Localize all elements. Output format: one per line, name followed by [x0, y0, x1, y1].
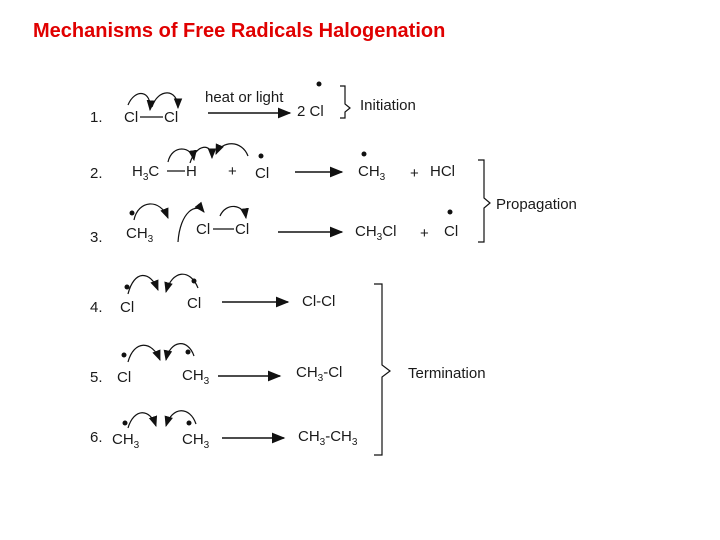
step-2-h3c: $H_3C$ [132, 163, 160, 183]
step-6-product: $CH_3-CH_3$ [298, 428, 358, 448]
step-1-number: 1. [90, 109, 103, 126]
step-2-product-ch3: $CH_3$ [358, 163, 386, 183]
step-1-cl-b: Cl [164, 109, 179, 126]
termination-bracket [374, 284, 390, 455]
step-6-radical-dot-a [123, 421, 128, 426]
step-4-radical-dot-b [192, 279, 197, 284]
step-5-number: 5. [90, 369, 103, 386]
step-5-radical-dot-a [122, 353, 127, 358]
step-3-radical-dot [130, 211, 135, 216]
initiation-bracket [340, 86, 350, 118]
step-2-product-hcl: HCl [430, 163, 455, 180]
propagation-label: Propagation [496, 196, 577, 213]
step-6-electron-arrow-a [128, 413, 156, 428]
step-3-cl-b: Cl [235, 221, 250, 238]
step-4-number: 4. [90, 299, 103, 316]
step-4-electron-arrow-a [128, 275, 158, 294]
step-5-product: $CH_3-Cl$ [296, 364, 343, 384]
step-2-electron-arrow-b [190, 147, 212, 163]
step-6-ch3-b: $CH_3$ [182, 431, 210, 451]
step-3-cl-a: Cl [196, 221, 211, 238]
termination-label: Termination [408, 365, 486, 382]
step-2-h: H [186, 163, 197, 180]
step-2-electron-arrow-a [168, 149, 194, 162]
step-3-number: 3. [90, 229, 103, 246]
step-5-cl: Cl [117, 369, 132, 386]
step-4-cl-a: Cl [120, 299, 135, 316]
step-3-electron-arrow-a [134, 204, 168, 220]
step-3-product-plus: + [420, 225, 429, 242]
step-1-electron-arrow-b [152, 93, 178, 108]
step-4-product: Cl-Cl [302, 293, 336, 310]
slide-title: Mechanisms of Free Radicals Halogenation [33, 20, 446, 42]
step-3-product-ch3cl: $CH_3Cl$ [355, 223, 397, 243]
step-2-number: 2. [90, 165, 103, 182]
step-2-plus: + [228, 163, 237, 180]
step-4-radical-dot-a [125, 285, 130, 290]
step-2-electron-arrow-c [216, 144, 248, 156]
step-5-electron-arrow-a [128, 345, 160, 362]
step-2-product-plus: + [410, 165, 419, 182]
step-6-number: 6. [90, 429, 103, 446]
step-2-radical-dot [259, 154, 264, 159]
step-2-product-dot [362, 152, 367, 157]
step-5-ch3: $CH_3$ [182, 367, 210, 387]
step-1-product: 2 Cl [297, 103, 324, 120]
step-6-radical-dot-b [187, 421, 192, 426]
propagation-bracket [478, 160, 490, 242]
step-1-condition: heat or light [205, 89, 284, 106]
step-2-cl: Cl [255, 165, 270, 182]
step-4-cl-b: Cl [187, 295, 202, 312]
step-6-electron-arrow-b [166, 411, 196, 426]
step-1-cl-a: Cl [124, 109, 139, 126]
step-6-ch3-a: $CH_3$ [112, 431, 140, 451]
initiation-label: Initiation [360, 97, 416, 114]
step-1-radical-dot [317, 82, 322, 87]
step-3-electron-arrow-c [220, 206, 246, 218]
step-5-radical-dot-b [186, 350, 191, 355]
step-1-electron-arrow-a [128, 94, 150, 110]
step-3-product-cl: Cl [444, 223, 459, 240]
step-3-product-dot [448, 210, 453, 215]
step-3-ch3: $CH_3$ [126, 225, 154, 245]
